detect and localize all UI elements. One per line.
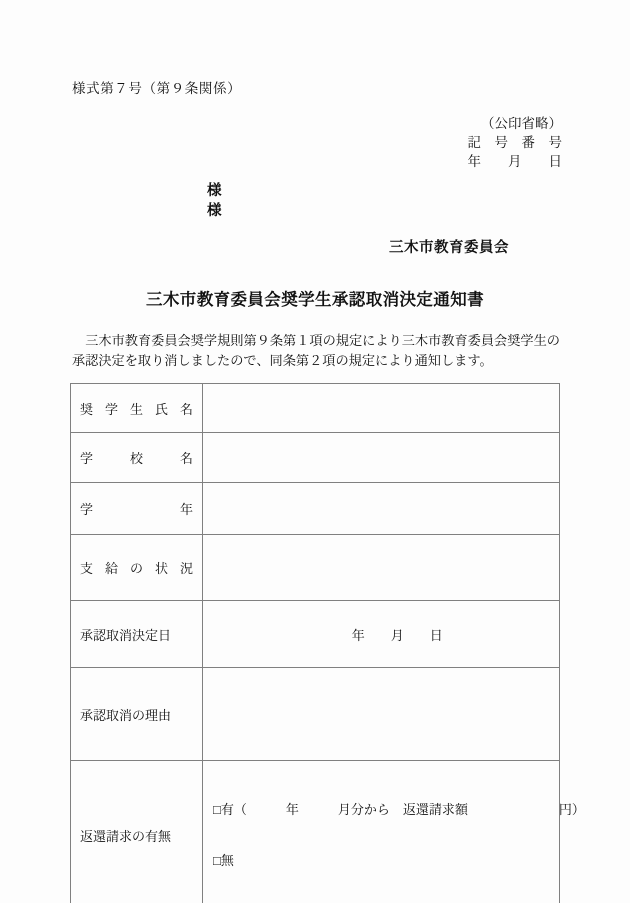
row-value-scholar-name[interactable] (203, 384, 560, 433)
reference-number-line: 記 号 番 号 (467, 135, 562, 150)
addressee-honorific-2: 様 (207, 203, 222, 219)
label-text: 承認取消の理由 (80, 707, 172, 723)
row-value-cancellation-date[interactable] (203, 601, 560, 668)
notification-details-table (70, 383, 585, 903)
page-title: 三木市教育委員会奨学生承認取消決定通知書 (146, 290, 484, 309)
row-value-school-year[interactable] (203, 483, 560, 535)
issue-date-line: 年 月 日 (467, 154, 562, 169)
checkbox-option-yes[interactable]: □有（ 年 月分から 返還請求額 円） (213, 802, 585, 817)
body-paragraph (72, 331, 560, 371)
row-label-scholar-name (71, 384, 203, 433)
label-text: 返還請求の有無 (80, 828, 172, 844)
row-label-school-name (71, 433, 203, 483)
checkbox-option-no[interactable]: □無 (213, 853, 234, 868)
label-text: 支 給 の 状 況 (80, 561, 193, 576)
table-row (71, 535, 560, 601)
label-text: 承認取消決定日 (80, 627, 172, 643)
issuing-authority: 三木市教育委員会 (389, 240, 509, 256)
table-row (71, 483, 560, 535)
label-text: 奨 学 生 氏 名 (80, 401, 193, 417)
label-text: 学 年 (80, 502, 193, 517)
row-value-cancellation-reason[interactable] (203, 668, 560, 761)
table-row (71, 601, 560, 668)
table-row (71, 433, 560, 483)
row-label-cancellation-date (71, 601, 203, 668)
row-value-refund-request (203, 761, 585, 903)
addressee-block (207, 181, 222, 221)
row-label-school-year (71, 483, 203, 535)
row-label-cancellation-reason (71, 668, 203, 761)
issuer-meta-block (468, 114, 563, 171)
value-text: 年 月 日 (351, 627, 443, 643)
body-paragraph-text: 三木市教育委員会奨学規則第９条第１項の規定により三木市教育委員会奨学生の承認決定を取り消しましたので、同条第２項の規定により通知します。 (72, 333, 560, 368)
table-row (71, 668, 560, 761)
refund-options-group (213, 761, 585, 903)
addressee-honorific-1: 様 (207, 183, 222, 199)
table-row (71, 384, 560, 433)
row-value-school-name[interactable] (203, 433, 560, 483)
row-label-payment-status (71, 535, 203, 601)
row-label-refund-request (71, 761, 203, 903)
label-text: 学 校 名 (80, 451, 193, 466)
form-number: 様式第７号（第９条関係） (72, 81, 242, 96)
table-row (71, 761, 560, 903)
row-value-payment-status[interactable] (203, 535, 560, 601)
official-seal-omitted-note: （公印省略） (481, 116, 562, 131)
